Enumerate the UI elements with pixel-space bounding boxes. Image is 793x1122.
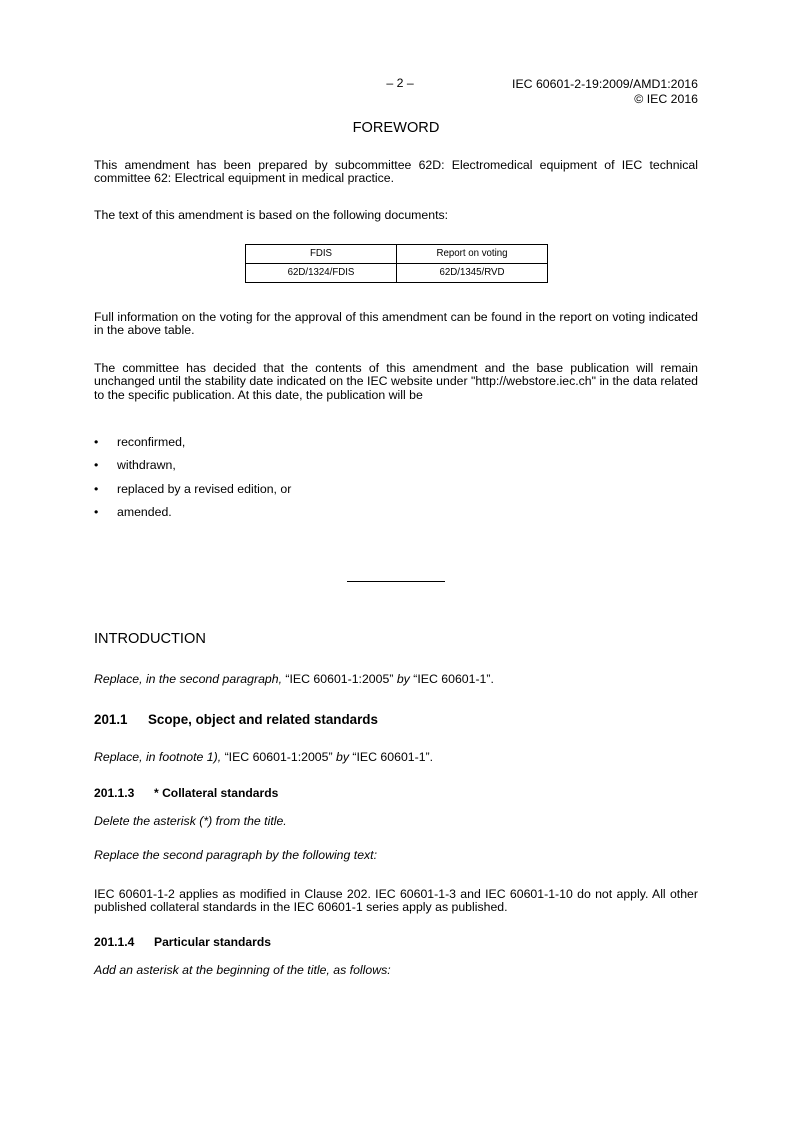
clause-201-1-instruction: Replace, in footnote 1), “IEC 60601-1:2005” by “IEC 60601-1”.: [94, 750, 434, 764]
clause-title: * Collateral standards: [154, 786, 279, 800]
page-number: – 2 –: [386, 76, 414, 90]
bullet-icon: •: [94, 435, 99, 449]
clause-201-1-3-heading: [94, 787, 278, 800]
bullet-icon: •: [94, 504, 99, 519]
clause-201-1-4-instruction: Add an asterisk at the beginning of the title, as follows:: [94, 963, 391, 977]
foreword-title: FOREWORD: [352, 120, 440, 136]
clause-number: 201.1.4: [94, 935, 135, 949]
table-cell-rvd: 62D/1345/RVD: [397, 264, 548, 283]
table-cell-fdis: 62D/1324/FDIS: [246, 264, 397, 283]
introduction-instruction: Replace, in the second paragraph, “IEC 60601-1:2005” by “IEC 60601-1”.: [94, 672, 494, 686]
copyright-notice: © IEC 2016: [634, 92, 698, 106]
list-item: • replaced by a revised edition, or: [94, 481, 292, 496]
clause-201-1-3-instruction-1: Delete the asterisk (*) from the title.: [94, 814, 287, 828]
clause-title: Scope, object and related standards: [148, 712, 378, 727]
foreword-paragraph-4: The committee has decided that the contents of this amendment and the base publication will remain unchanged until the stability date indicated on the IEC website under "http://webstore.iec.ch" in the data related to the specific publication. At this date, the publication will be: [94, 361, 698, 402]
table-header-row: [246, 245, 548, 264]
bullet-icon: •: [94, 481, 99, 496]
clause-number: 201.1.3: [94, 786, 135, 800]
publication-status-list: [94, 436, 291, 529]
voting-documents-table: [245, 244, 548, 283]
foreword-paragraph-2: The text of this amendment is based on the following documents:: [94, 208, 449, 222]
clause-number: 201.1: [94, 712, 128, 727]
clause-201-1-3-text: IEC 60601-1-2 applies as modified in Clause 202. IEC 60601-1-3 and IEC 60601-1-10 do not apply. All other published collateral standards in the IEC 60601-1 series apply as published.: [94, 887, 698, 915]
table-header-report: Report on voting: [397, 245, 548, 264]
document-reference: [440, 77, 698, 107]
list-item: • amended.: [94, 504, 172, 519]
bullet-icon: •: [94, 458, 99, 473]
section-divider: [347, 581, 445, 582]
introduction-title: INTRODUCTION: [94, 631, 206, 647]
clause-201-1-3-instruction-2: Replace the second paragraph by the following text:: [94, 848, 378, 862]
foreword-paragraph-1: This amendment has been prepared by subcommittee 62D: Electromedical equipment of IEC technical committee 62: Electrical equipment in medical practice.: [94, 158, 698, 186]
list-item: • withdrawn,: [94, 458, 176, 473]
document-id: IEC 60601-2-19:2009/AMD1:2016: [512, 77, 698, 91]
foreword-paragraph-3: Full information on the voting for the approval of this amendment can be found in the report on voting indicated in the above table.: [94, 310, 698, 338]
clause-201-1-heading: [94, 713, 378, 726]
list-item: • reconfirmed,: [94, 435, 186, 449]
clause-201-1-4-heading: [94, 936, 271, 949]
table-row: [246, 264, 548, 283]
table-header-fdis: FDIS: [246, 245, 397, 264]
clause-title: Particular standards: [154, 935, 271, 949]
